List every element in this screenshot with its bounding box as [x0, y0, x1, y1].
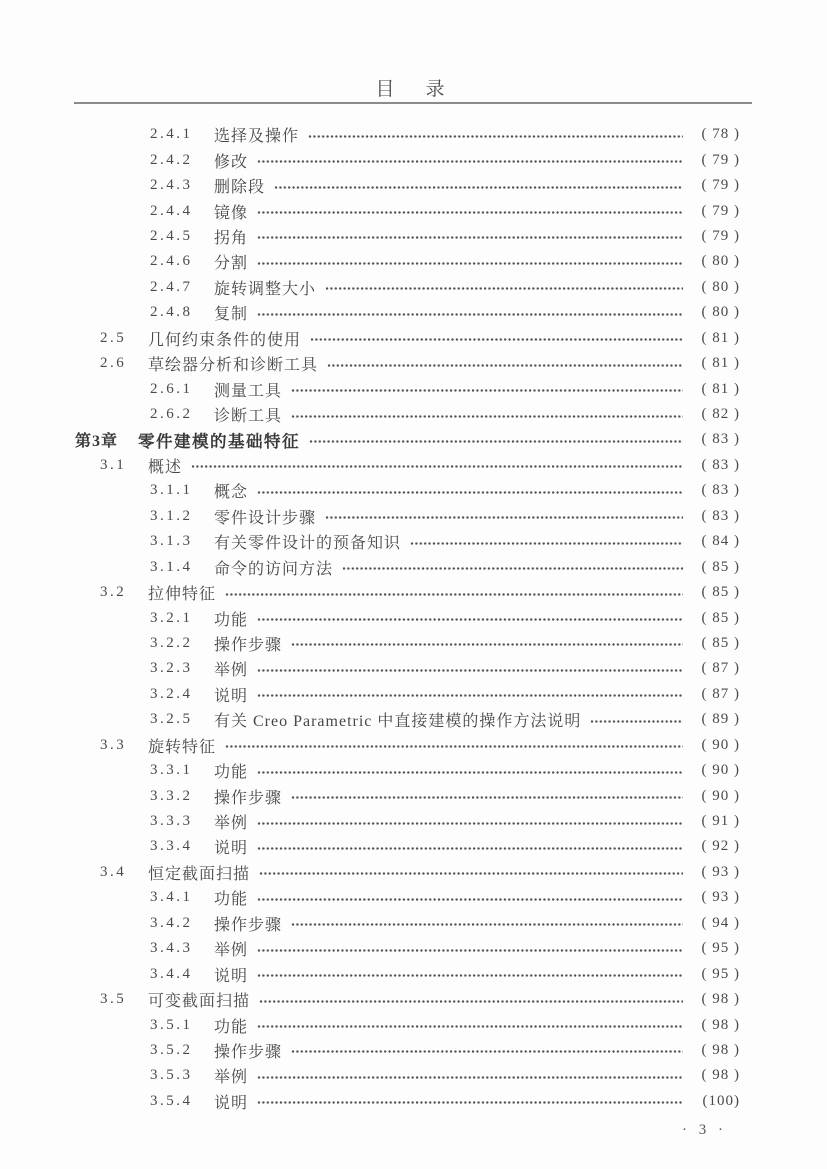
entry-title: 分割 — [214, 255, 249, 273]
entry-number: 2.4.8 — [150, 304, 193, 321]
toc-row — [75, 758, 740, 783]
entry-title: 说明 — [214, 840, 249, 858]
dotted-leader — [257, 1023, 683, 1030]
entry-page: ( 98 ) — [701, 1016, 740, 1033]
dotted-leader — [259, 870, 683, 877]
entry-number: 3.1.1 — [150, 482, 193, 499]
entry-page: ( 91 ) — [701, 813, 740, 830]
entry-number: 3.3 — [100, 736, 127, 753]
entry-number: 3.3.3 — [150, 813, 193, 830]
entry-title: 功能 — [214, 764, 249, 782]
toc-row — [75, 427, 740, 452]
entry-page: ( 93 ) — [701, 863, 740, 880]
dotted-leader — [257, 972, 683, 979]
entry-page: ( 85 ) — [701, 558, 740, 575]
entry-number: 3.3.2 — [150, 787, 193, 804]
toc-row — [75, 605, 740, 630]
dotted-leader — [308, 133, 683, 140]
entry-title: 举例 — [214, 1069, 249, 1087]
dotted-leader — [257, 1074, 683, 1081]
dotted-leader — [291, 387, 683, 394]
dotted-leader — [291, 794, 683, 801]
entry-number: 3.5.3 — [150, 1067, 193, 1084]
entry-title: 功能 — [214, 891, 249, 909]
entry-title: 诊断工具 — [214, 408, 283, 426]
entry-title: 草绘器分析和诊断工具 — [148, 357, 319, 375]
toc-row — [75, 376, 740, 401]
toc-row — [75, 300, 740, 325]
toc-row — [75, 580, 740, 605]
toc-row — [75, 961, 740, 986]
entry-title: 说明 — [214, 1094, 249, 1112]
toc-row — [75, 504, 740, 529]
entry-page: ( 90 ) — [701, 787, 740, 804]
toc-row — [75, 707, 740, 732]
dotted-leader — [310, 336, 683, 343]
toc-row — [75, 147, 740, 172]
entry-page: ( 79 ) — [701, 177, 740, 194]
entry-page: ( 82 ) — [701, 406, 740, 423]
entry-page: ( 98 ) — [701, 1067, 740, 1084]
dotted-leader — [257, 820, 683, 827]
toc-row — [75, 1063, 740, 1088]
entry-title: 测量工具 — [214, 382, 283, 400]
entry-title: 功能 — [214, 1018, 249, 1036]
entry-page: ( 95 ) — [701, 965, 740, 982]
entry-number: 3.2.2 — [150, 634, 193, 651]
dotted-leader — [257, 234, 683, 241]
dotted-leader — [257, 158, 683, 165]
entry-page: ( 85 ) — [701, 634, 740, 651]
entry-number: 2.5 — [100, 329, 127, 346]
footer-page-number: · 3 · — [682, 1122, 727, 1138]
entry-title: 操作步骤 — [214, 916, 283, 934]
entry-title: 选择及操作 — [214, 128, 300, 146]
toc-row — [75, 783, 740, 808]
entry-title: 有关零件设计的预备知识 — [214, 535, 402, 553]
entry-title: 几何约束条件的使用 — [148, 331, 302, 349]
toc-row — [75, 529, 740, 554]
entry-title: 删除段 — [214, 179, 266, 197]
entry-title: 命令的访问方法 — [214, 560, 334, 578]
entry-title: 有关 Creo Parametric 中直接建模的操作方法说明 — [214, 713, 582, 731]
toc-row — [75, 682, 740, 707]
entry-number: 2.4.6 — [150, 253, 193, 270]
entry-number: 2.6.2 — [150, 406, 193, 423]
dotted-leader — [327, 362, 683, 369]
entry-title: 概念 — [214, 484, 249, 502]
entry-title: 概述 — [148, 458, 183, 476]
dotted-leader — [410, 540, 683, 547]
entry-number: 3.2.1 — [150, 609, 193, 626]
dotted-leader — [291, 1048, 683, 1055]
toc-row — [75, 122, 740, 147]
entry-number: 3.5.1 — [150, 1016, 193, 1033]
entry-title: 操作步骤 — [214, 1043, 283, 1061]
entry-number: 3.3.1 — [150, 762, 193, 779]
entry-page: ( 78 ) — [701, 126, 740, 143]
entry-number: 3.1.2 — [150, 507, 193, 524]
entry-page: ( 83 ) — [701, 482, 740, 499]
toc-row — [75, 173, 740, 198]
toc-row — [75, 860, 740, 885]
dotted-leader — [257, 260, 683, 267]
entry-title: 举例 — [214, 815, 249, 833]
entry-title: 恒定截面扫描 — [148, 865, 251, 883]
dotted-leader — [257, 667, 683, 674]
entry-title: 可变截面扫描 — [148, 993, 251, 1011]
entry-number: 2.4.4 — [150, 202, 193, 219]
dotted-leader — [257, 845, 683, 852]
toc-row — [75, 911, 740, 936]
toc-row — [75, 351, 740, 376]
entry-page: ( 81 ) — [701, 329, 740, 346]
entry-title: 拉伸特征 — [148, 586, 217, 604]
toc-row — [75, 936, 740, 961]
dotted-leader — [325, 285, 683, 292]
entry-number: 3.5.4 — [150, 1092, 193, 1109]
entry-page: ( 87 ) — [701, 660, 740, 677]
entry-number: 3.1 — [100, 456, 127, 473]
toc-row — [75, 631, 740, 656]
toc-row — [75, 733, 740, 758]
dotted-leader — [191, 463, 683, 470]
entry-page: ( 89 ) — [701, 711, 740, 728]
entry-page: ( 79 ) — [701, 227, 740, 244]
dotted-leader — [225, 591, 683, 598]
toc-row — [75, 809, 740, 834]
entry-title: 旋转特征 — [148, 738, 217, 756]
dotted-leader — [291, 921, 683, 928]
entry-number: 2.4.2 — [150, 151, 193, 168]
dotted-leader — [257, 311, 683, 318]
entry-title: 操作步骤 — [214, 636, 283, 654]
entry-page: ( 80 ) — [701, 278, 740, 295]
entry-page: ( 80 ) — [701, 304, 740, 321]
entry-page: ( 81 ) — [701, 355, 740, 372]
entry-page: ( 98 ) — [701, 1041, 740, 1058]
entry-number: 3.4.3 — [150, 940, 193, 957]
dotted-leader — [291, 413, 683, 420]
toc-row — [75, 402, 740, 427]
entry-number: 3.2 — [100, 584, 127, 601]
dotted-leader — [257, 947, 683, 954]
entry-page: ( 85 ) — [701, 609, 740, 626]
dotted-leader — [291, 641, 683, 648]
toc-row — [75, 656, 740, 681]
entry-title: 旋转调整大小 — [214, 280, 317, 298]
dotted-leader — [274, 184, 683, 191]
entry-page: ( 79 ) — [701, 202, 740, 219]
entry-number: 3.2.3 — [150, 660, 193, 677]
toc-row — [75, 1012, 740, 1037]
entry-page: ( 95 ) — [701, 940, 740, 957]
dotted-leader — [259, 998, 683, 1005]
entry-page: ( 90 ) — [701, 762, 740, 779]
toc-row — [75, 987, 740, 1012]
entry-title: 零件建模的基础特征 — [138, 431, 300, 451]
entry-title: 镜像 — [214, 204, 249, 222]
toc-row — [75, 885, 740, 910]
entry-number: 3.4.1 — [150, 889, 193, 906]
entry-number: 2.4.7 — [150, 278, 193, 295]
toc-row — [75, 249, 740, 274]
entry-title: 举例 — [214, 662, 249, 680]
entry-title: 修改 — [214, 153, 249, 171]
entry-number: 3.4 — [100, 863, 127, 880]
entry-page: ( 81 ) — [701, 380, 740, 397]
dotted-leader — [257, 489, 683, 496]
entry-number: 3.2.4 — [150, 685, 193, 702]
entry-number: 第3章 — [75, 433, 119, 451]
dotted-leader — [257, 896, 683, 903]
entry-title: 复制 — [214, 306, 249, 324]
entry-page: ( 83 ) — [701, 507, 740, 524]
entry-title: 说明 — [214, 687, 249, 705]
entry-number: 2.4.3 — [150, 177, 193, 194]
dotted-leader — [257, 769, 683, 776]
entry-page: ( 83 ) — [701, 456, 740, 473]
entry-number: 2.6.1 — [150, 380, 193, 397]
entry-page: ( 94 ) — [701, 914, 740, 931]
entry-number: 2.4.5 — [150, 227, 193, 244]
entry-title: 举例 — [214, 942, 249, 960]
entry-title: 功能 — [214, 611, 249, 629]
page-title: 目 录 — [375, 79, 451, 100]
entry-page: ( 83 ) — [701, 431, 740, 448]
dotted-leader — [257, 616, 683, 623]
entry-number: 2.6 — [100, 355, 127, 372]
toc-row — [75, 326, 740, 351]
toc-list — [75, 122, 740, 1114]
dotted-leader — [309, 438, 683, 445]
entry-title: 操作步骤 — [214, 789, 283, 807]
entry-page: ( 92 ) — [701, 838, 740, 855]
entry-number: 3.4.2 — [150, 914, 193, 931]
toc-row — [75, 554, 740, 579]
entry-number: 3.5 — [100, 991, 127, 1008]
dotted-leader — [590, 718, 683, 725]
dotted-leader — [225, 743, 683, 750]
entry-page: ( 84 ) — [701, 533, 740, 550]
entry-number: 3.1.3 — [150, 533, 193, 550]
entry-title: 拐角 — [214, 229, 249, 247]
entry-page: ( 87 ) — [701, 685, 740, 702]
dotted-leader — [325, 514, 683, 521]
dotted-leader — [257, 692, 683, 699]
entry-title: 说明 — [214, 967, 249, 985]
entry-page: (100) — [702, 1092, 740, 1109]
toc-row — [75, 198, 740, 223]
toc-row — [75, 1038, 740, 1063]
entry-number: 3.1.4 — [150, 558, 193, 575]
toc-row — [75, 224, 740, 249]
toc-row — [75, 1089, 740, 1114]
toc-row — [75, 834, 740, 859]
entry-page: ( 80 ) — [701, 253, 740, 270]
toc-row — [75, 478, 740, 503]
entry-title: 零件设计步骤 — [214, 509, 317, 527]
entry-page: ( 85 ) — [701, 584, 740, 601]
toc-row — [75, 275, 740, 300]
entry-page: ( 98 ) — [701, 991, 740, 1008]
entry-number: 3.5.2 — [150, 1041, 193, 1058]
dotted-leader — [257, 209, 683, 216]
dotted-leader — [257, 1099, 683, 1106]
entry-number: 2.4.1 — [150, 126, 193, 143]
header-divider — [74, 102, 752, 104]
entry-number: 3.2.5 — [150, 711, 193, 728]
entry-page: ( 79 ) — [701, 151, 740, 168]
entry-number: 3.4.4 — [150, 965, 193, 982]
entry-page: ( 90 ) — [701, 736, 740, 753]
toc-row — [75, 453, 740, 478]
entry-page: ( 93 ) — [701, 889, 740, 906]
dotted-leader — [342, 565, 683, 572]
entry-number: 3.3.4 — [150, 838, 193, 855]
